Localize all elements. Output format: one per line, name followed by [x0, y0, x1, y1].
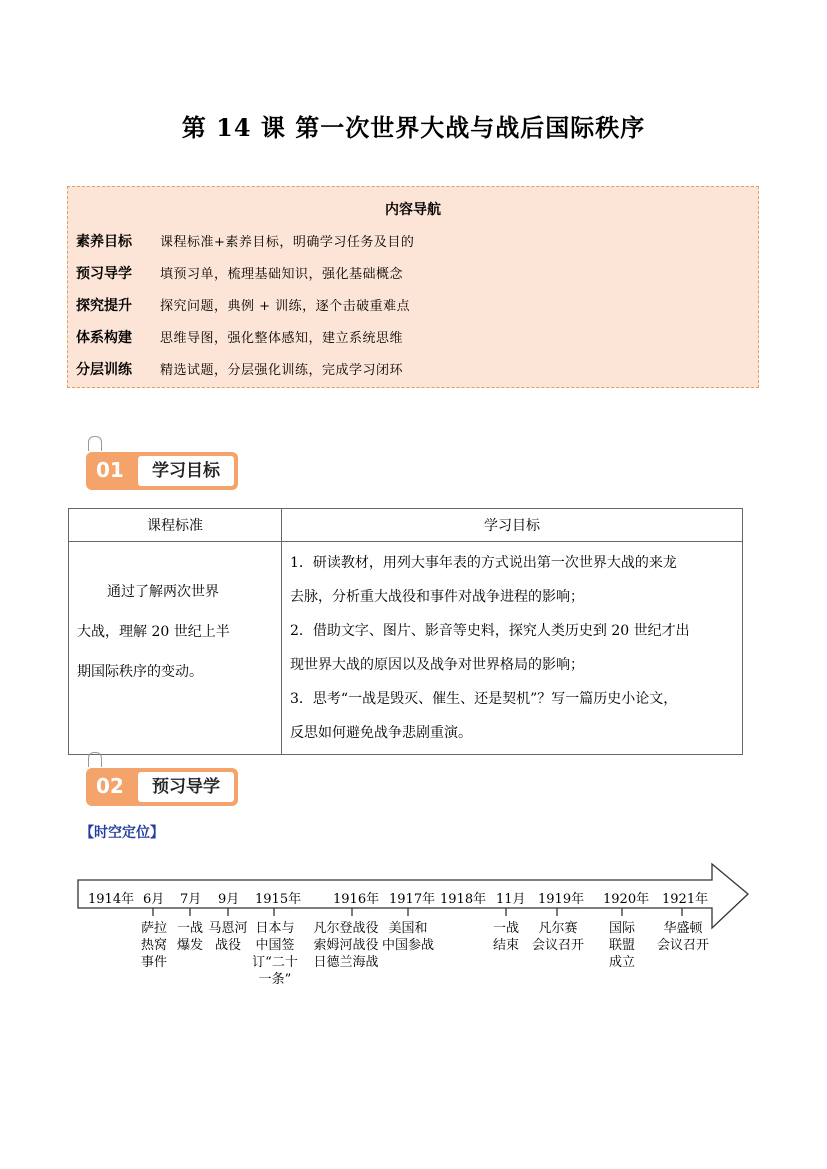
- event-line: 一条”: [258, 972, 292, 987]
- event-line: 日本与: [255, 921, 295, 936]
- event-line: 战役: [214, 938, 241, 953]
- nav-row: [76, 263, 403, 283]
- curriculum-standard-cell: [69, 542, 282, 755]
- section-badge: [86, 768, 238, 806]
- objective-line: 1．研读教材，用列大事年表的方式说出第一次世界大战的来龙: [290, 555, 677, 571]
- event-line: 爆发: [176, 938, 203, 953]
- event-line: 成立: [608, 955, 635, 970]
- nav-row-key: 预习导学: [76, 266, 132, 282]
- timeline-event: [176, 920, 204, 954]
- objective-line: 2．借助文字、图片、影音等史料，探究人类历史到 20 世纪才出: [290, 623, 690, 639]
- event-line: 中国参战: [381, 938, 434, 953]
- standard-line: 通过了解两次世界: [107, 584, 219, 600]
- timeline-event: [252, 920, 298, 988]
- event-line: 会议召开: [656, 938, 709, 953]
- timeline-event: [140, 920, 168, 971]
- standard-line: 大战，理解 20 世纪上半: [77, 624, 230, 640]
- event-line: 华盛顿: [663, 921, 703, 936]
- event-line: 会议召开: [531, 938, 584, 953]
- nav-row: [76, 359, 403, 379]
- event-line: 热窝: [140, 938, 167, 953]
- standard-line: 期国际秩序的变动。: [77, 664, 203, 680]
- event-line: 索姆河战役: [313, 938, 379, 953]
- nav-row-value: 探究问题，典例 + 训练，逐个击破重难点: [160, 299, 411, 314]
- nav-row-key: 体系构建: [76, 330, 132, 346]
- nav-row: [76, 295, 410, 315]
- page-title: 第 14 课 第一次世界大战与战后国际秩序: [181, 113, 646, 142]
- objective-line: 现世界大战的原因以及战争对世界格局的影响；: [290, 657, 584, 673]
- timeline-event: [206, 920, 250, 954]
- timeline-event: [528, 920, 588, 954]
- timeline-year: 7月: [180, 892, 202, 907]
- paperclip-icon: [88, 752, 102, 767]
- section-header-learning-goals: [82, 436, 242, 498]
- timeline-year: 9月: [218, 892, 240, 907]
- timeline-event: [492, 920, 520, 954]
- timeline-event: [652, 920, 714, 954]
- timeline-year: 1917年: [389, 892, 436, 907]
- subheading-time-space: 【时空定位】: [80, 825, 164, 841]
- nav-heading: 内容导航: [385, 202, 441, 218]
- learning-objectives-cell: [282, 542, 743, 755]
- event-line: 中国签: [255, 938, 295, 953]
- table-header-standard: 课程标准: [69, 509, 282, 542]
- nav-row: [76, 231, 414, 251]
- section-header-preview: [82, 752, 242, 814]
- nav-row-key: 素养目标: [76, 234, 132, 250]
- timeline-year: 1919年: [538, 892, 585, 907]
- table-header-objectives: 学习目标: [282, 509, 743, 542]
- event-line: 萨拉: [140, 921, 167, 936]
- event-line: 凡尔登战役: [313, 921, 379, 936]
- nav-row-value: 思维导图，强化整体感知，建立系统思维: [160, 331, 404, 346]
- section-badge: [86, 452, 238, 490]
- learning-goals-table: [68, 508, 743, 755]
- timeline: [0, 860, 827, 1000]
- table-row: [69, 542, 743, 755]
- objective-line: 反思如何避免战争悲剧重演。: [290, 725, 472, 741]
- paperclip-icon: [88, 436, 102, 451]
- section-number: 01: [96, 458, 124, 482]
- event-line: 结束: [492, 938, 519, 953]
- event-line: 订“二十: [252, 955, 298, 970]
- timeline-year: 1915年: [255, 892, 302, 907]
- section-label: 预习导学: [138, 772, 234, 802]
- timeline-year: 1914年: [88, 892, 135, 907]
- event-line: 联盟: [608, 938, 635, 953]
- timeline-event: [310, 920, 382, 971]
- objective-line: 去脉，分析重大战役和事件对战争进程的影响；: [290, 589, 584, 605]
- event-line: 美国和: [388, 921, 428, 936]
- nav-row-value: 填预习单，梳理基础知识，强化基础概念: [160, 267, 404, 282]
- timeline-event: [606, 920, 638, 971]
- timeline-year: 1918年: [440, 892, 487, 907]
- section-number: 02: [96, 774, 124, 798]
- nav-row-key: 探究提升: [76, 298, 132, 314]
- timeline-year: 6月: [143, 892, 165, 907]
- event-line: 事件: [140, 955, 167, 970]
- event-line: 国际: [608, 921, 635, 936]
- event-line: 一战: [176, 921, 203, 936]
- timeline-year: 1920年: [603, 892, 650, 907]
- event-line: 一战: [492, 921, 519, 936]
- nav-row-value: 课程标准+素养目标，明确学习任务及目的: [160, 235, 415, 250]
- objective-line: 3．思考“一战是毁灭、催生、还是契机”？写一篇历史小论文，: [290, 691, 678, 707]
- event-line: 日德兰海战: [313, 955, 379, 970]
- timeline-year: 1921年: [662, 892, 709, 907]
- timeline-year: 1916年: [333, 892, 380, 907]
- section-label: 学习目标: [138, 456, 234, 486]
- nav-row-key: 分层训练: [76, 362, 132, 378]
- nav-row-value: 精选试题，分层强化训练，完成学习闭环: [160, 363, 404, 378]
- timeline-year: 11月: [496, 892, 526, 907]
- content-navigation-box: [67, 186, 759, 388]
- table-header-row: [69, 509, 743, 542]
- event-line: 马恩河: [208, 921, 248, 936]
- nav-row: [76, 327, 403, 347]
- event-line: 凡尔赛: [538, 921, 578, 936]
- timeline-event: [378, 920, 438, 954]
